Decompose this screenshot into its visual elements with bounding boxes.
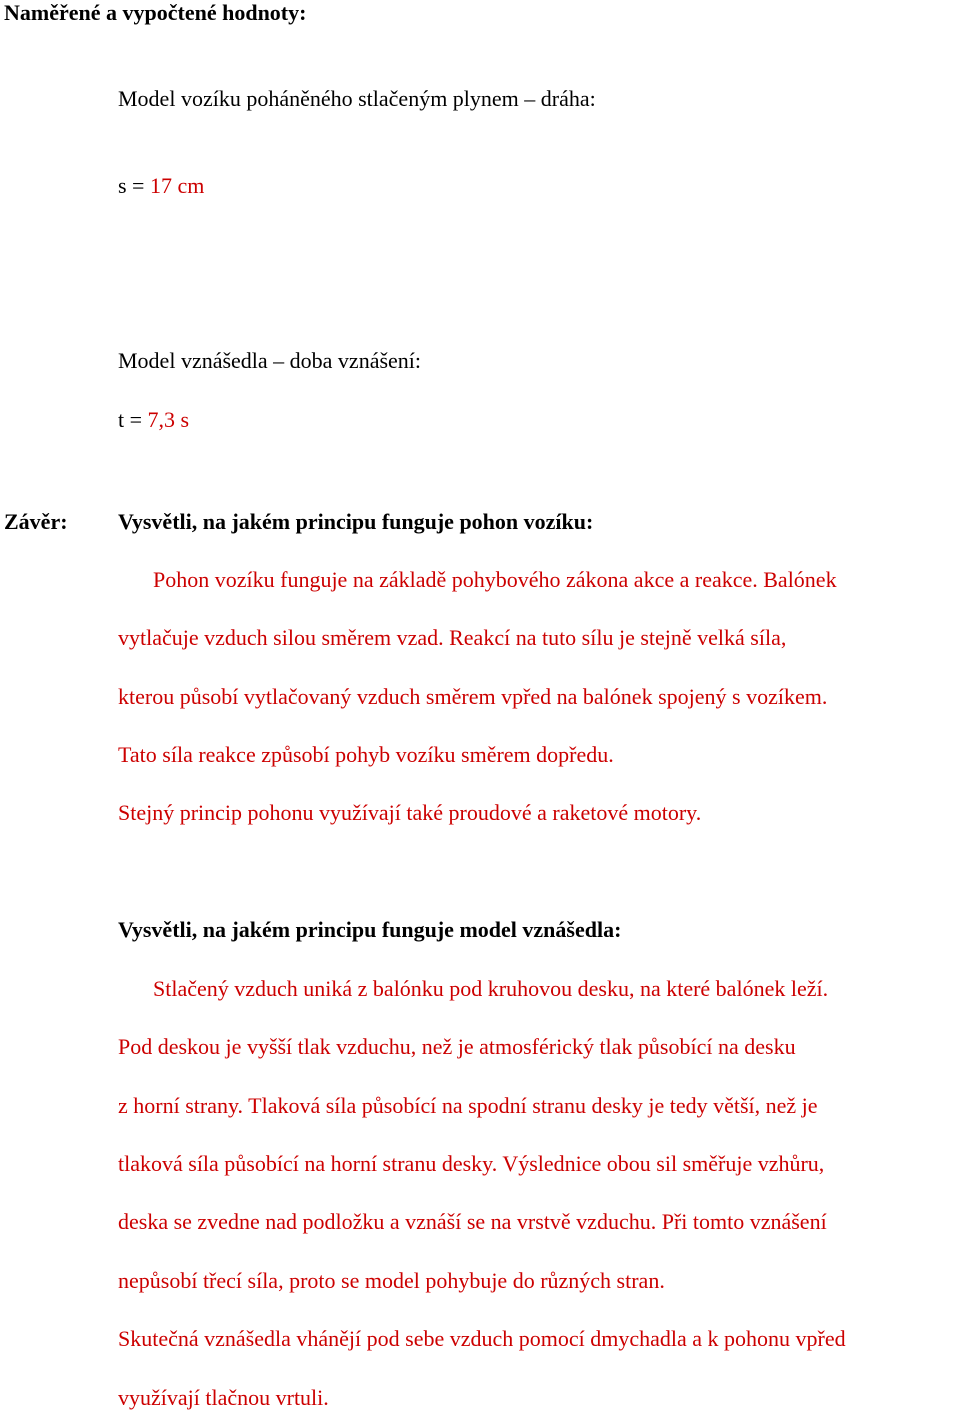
t-value: 7,3 s <box>147 407 190 432</box>
s-measurement <box>118 173 204 199</box>
s-prefix: s = <box>118 173 150 198</box>
answer-vozik-line: kterou působí vytlačovaný vzduch směrem vpřed na balónek spojený s vozíkem. <box>118 684 828 709</box>
t-measurement <box>118 407 189 433</box>
answer-vznasedlo-line: Stlačený vzduch uniká z balónku pod kruhovou desku, na které balónek leží. <box>153 976 829 1001</box>
vozik-label: Model vozíku poháněného stlačeným plynem – dráha: <box>118 86 596 111</box>
s-value: 17 cm <box>149 173 205 198</box>
answer-vznasedlo-line: deska se zvedne nad podložku a vznáší se na vrstvě vzduchu. Při tomto vznášení <box>118 1209 827 1234</box>
answer-vozik-line: Tato síla reakce způsobí pohyb vozíku směrem dopředu. <box>118 742 614 767</box>
answer-vozik-line: Pohon vozíku funguje na základě pohybového zákona akce a reakce. Balónek <box>153 567 837 592</box>
answer-vznasedlo-line: tlaková síla působící na horní stranu desky. Výslednice obou sil směřuje vzhůru, <box>118 1151 825 1176</box>
section-heading: Naměřené a vypočtené hodnoty: <box>4 0 307 25</box>
answer-vozik-line: vytlačuje vzduch silou směrem vzad. Reakcí na tuto sílu je stejně velká síla, <box>118 625 787 650</box>
question-vozik: Vysvětli, na jakém principu funguje pohon vozíku: <box>118 509 594 534</box>
answer-vznasedlo-line: z horní strany. Tlaková síla působící na spodní stranu desky je tedy větší, než je <box>118 1093 818 1118</box>
answer-vozik-line: Stejný princip pohonu využívají také proudové a raketové motory. <box>118 800 702 825</box>
vznasedlo-label: Model vznášedla – doba vznášení: <box>118 348 422 373</box>
answer-vznasedlo-line: Pod deskou je vyšší tlak vzduchu, než je atmosférický tlak působící na desku <box>118 1034 796 1059</box>
t-prefix: t = <box>118 407 148 432</box>
answer-vznasedlo-line: využívají tlačnou vrtuli. <box>118 1385 329 1410</box>
answer-vznasedlo-line: Skutečná vznášedla vhánějí pod sebe vzduch pomocí dmychadla a k pohonu vpřed <box>118 1326 846 1351</box>
conclusion-label: Závěr: <box>4 509 68 534</box>
answer-vznasedlo-line: nepůsobí třecí síla, proto se model pohybuje do různých stran. <box>118 1268 665 1293</box>
question-vznasedlo: Vysvětli, na jakém principu funguje model vznášedla: <box>118 917 622 942</box>
